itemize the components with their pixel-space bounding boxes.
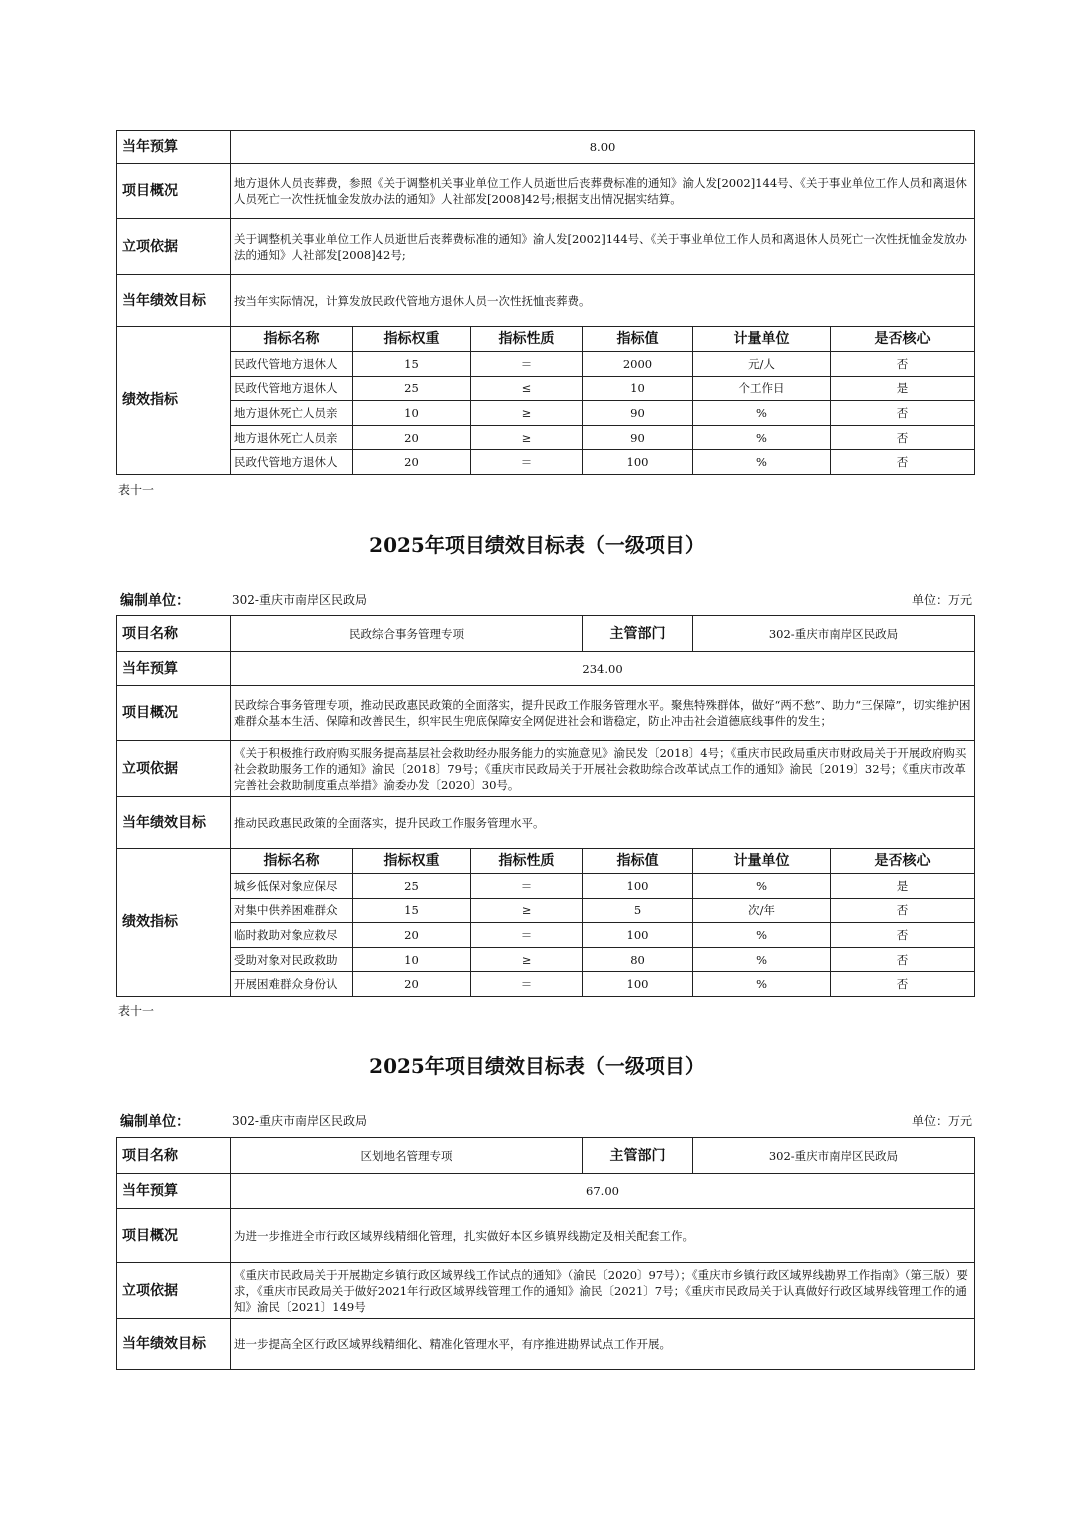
unit-line bbox=[120, 1111, 972, 1131]
metric-row bbox=[117, 947, 975, 972]
metric-cell: 15 bbox=[353, 898, 471, 923]
budget-row bbox=[117, 131, 975, 164]
metric-cell: 否 bbox=[831, 352, 975, 377]
goal-value: 按当年实际情况，计算发放民政代管地方退休人员一次性抚恤丧葬费。 bbox=[231, 275, 975, 327]
metrics-header-row bbox=[117, 849, 975, 874]
metric-cell: ≥ bbox=[471, 947, 583, 972]
metric-header: 指标值 bbox=[583, 849, 693, 874]
metric-cell: 次/年 bbox=[693, 898, 831, 923]
metric-cell: 民政代管地方退休人 bbox=[231, 352, 353, 377]
metric-cell: % bbox=[693, 947, 831, 972]
metric-row bbox=[117, 972, 975, 997]
metric-cell: ＝ bbox=[471, 972, 583, 997]
metric-cell: ≥ bbox=[471, 401, 583, 426]
metric-cell: 否 bbox=[831, 923, 975, 948]
overview-label: 项目概况 bbox=[117, 686, 231, 741]
metric-cell: 20 bbox=[353, 425, 471, 450]
goal-row bbox=[117, 1319, 975, 1370]
metric-cell: 地方退休死亡人员亲 bbox=[231, 425, 353, 450]
basis-row bbox=[117, 219, 975, 275]
basis-value: 《重庆市民政局关于开展勘定乡镇行政区域界线工作试点的通知》（渝民〔2020〕97号）；《重庆市乡镇行政区域界线勘界工作指南》（第三版）要求，《重庆市民政局关于做好2021年行政区域界线管理工作的通知》渝民〔2021〕7号；《重庆市民政局关于认真做好行政区域界线管理工作的通知》渝民〔2021〕149号 bbox=[231, 1263, 975, 1319]
metric-row bbox=[117, 450, 975, 475]
metric-cell: 80 bbox=[583, 947, 693, 972]
metric-cell: 否 bbox=[831, 425, 975, 450]
unit-org: 302-重庆市南岸区民政局 bbox=[232, 1114, 367, 1128]
unit-line bbox=[120, 590, 972, 610]
metric-header: 指标性质 bbox=[471, 327, 583, 352]
metric-cell: 城乡低保对象应保尽 bbox=[231, 874, 353, 899]
metrics-header-row bbox=[117, 327, 975, 352]
metric-row bbox=[117, 874, 975, 899]
metric-header: 指标名称 bbox=[231, 849, 353, 874]
budget-label: 当年预算 bbox=[117, 1174, 231, 1209]
metric-header: 指标值 bbox=[583, 327, 693, 352]
basis-row bbox=[117, 741, 975, 797]
overview-value: 民政综合事务管理专项，推动民政惠民政策的全面落实，提升民政工作服务管理水平。聚焦特殊群体，做好“两不愁”、助力“三保障”，切实维护困难群众基本生活、保障和改善民生，织牢民生兜底保障安全网促进社会和谐稳定，防止冲击社会道德底线事件的发生； bbox=[231, 686, 975, 741]
metric-header: 是否核心 bbox=[831, 327, 975, 352]
metric-cell: 地方退休死亡人员亲 bbox=[231, 401, 353, 426]
performance-table bbox=[116, 130, 975, 475]
metric-cell: ＝ bbox=[471, 352, 583, 377]
overview-row bbox=[117, 686, 975, 741]
metric-cell: 100 bbox=[583, 923, 693, 948]
unit-label: 编制单位： bbox=[120, 1114, 190, 1130]
goal-row bbox=[117, 275, 975, 327]
project-name-value: 区划地名管理专项 bbox=[231, 1138, 583, 1174]
metric-row bbox=[117, 425, 975, 450]
dept-value: 302-重庆市南岸区民政局 bbox=[693, 1138, 975, 1174]
budget-label: 当年预算 bbox=[117, 652, 231, 686]
budget-value: 234.00 bbox=[231, 652, 975, 686]
metric-cell: 民政代管地方退休人 bbox=[231, 450, 353, 475]
metric-cell: 5 bbox=[583, 898, 693, 923]
metric-cell: 10 bbox=[353, 401, 471, 426]
metric-header: 是否核心 bbox=[831, 849, 975, 874]
performance-table bbox=[116, 1137, 975, 1370]
overview-label: 项目概况 bbox=[117, 1209, 231, 1263]
goal-value: 推动民政惠民政策的全面落实，提升民政工作服务管理水平。 bbox=[231, 797, 975, 849]
performance-table bbox=[116, 615, 975, 997]
metric-cell: 90 bbox=[583, 401, 693, 426]
metric-row bbox=[117, 898, 975, 923]
metric-cell: % bbox=[693, 972, 831, 997]
budget-label: 当年预算 bbox=[117, 131, 231, 164]
metric-cell: 100 bbox=[583, 972, 693, 997]
metric-cell: 10 bbox=[353, 947, 471, 972]
metric-cell: 否 bbox=[831, 947, 975, 972]
goal-row bbox=[117, 797, 975, 849]
metric-cell: % bbox=[693, 425, 831, 450]
metric-cell: 否 bbox=[831, 972, 975, 997]
metric-cell: 是 bbox=[831, 874, 975, 899]
budget-row bbox=[117, 1174, 975, 1209]
project-name-label: 项目名称 bbox=[117, 616, 231, 652]
overview-row bbox=[117, 164, 975, 219]
project-name-row bbox=[117, 616, 975, 652]
budget-value: 8.00 bbox=[231, 131, 975, 164]
unit-label: 编制单位： bbox=[120, 593, 190, 609]
metric-cell: 25 bbox=[353, 376, 471, 401]
metric-cell: 2000 bbox=[583, 352, 693, 377]
metric-row bbox=[117, 376, 975, 401]
metric-cell: 元/人 bbox=[693, 352, 831, 377]
metric-cell: ＝ bbox=[471, 450, 583, 475]
metric-cell: ≥ bbox=[471, 425, 583, 450]
metric-cell: 10 bbox=[583, 376, 693, 401]
metric-cell: % bbox=[693, 874, 831, 899]
goal-label: 当年绩效目标 bbox=[117, 797, 231, 849]
metric-cell: 临时救助对象应救尽 bbox=[231, 923, 353, 948]
metric-header: 指标权重 bbox=[353, 849, 471, 874]
metric-cell: 15 bbox=[353, 352, 471, 377]
metric-cell: 100 bbox=[583, 450, 693, 475]
metric-cell: 开展困难群众身份认 bbox=[231, 972, 353, 997]
metric-cell: 100 bbox=[583, 874, 693, 899]
goal-label: 当年绩效目标 bbox=[117, 275, 231, 327]
metric-cell: 90 bbox=[583, 425, 693, 450]
currency-unit: 单位：万元 bbox=[911, 1114, 972, 1128]
metric-header: 指标名称 bbox=[231, 327, 353, 352]
metric-cell: 否 bbox=[831, 898, 975, 923]
metric-cell: 20 bbox=[353, 450, 471, 475]
basis-value: 关于调整机关事业单位工作人员逝世后丧葬费标准的通知》渝人发[2002]144号、《关于事业单位工作人员和离退休人员死亡一次性抚恤金发放办法的通知》人社部发[2008]42号; bbox=[231, 219, 975, 275]
basis-value: 《关于积极推行政府购买服务提高基层社会救助经办服务能力的实施意见》渝民发〔2018〕4号；《重庆市民政局重庆市财政局关于开展政府购买社会救助服务工作的通知》渝民〔2018〕79号；《重庆市民政局关于开展社会救助综合改革试点工作的通知》渝民〔2019〕32号；《重庆市改革完善社会救助制度重点举措》渝委办发〔2020〕30号。 bbox=[231, 741, 975, 797]
metric-cell: 否 bbox=[831, 450, 975, 475]
dept-value: 302-重庆市南岸区民政局 bbox=[693, 616, 975, 652]
metric-cell: % bbox=[693, 923, 831, 948]
metric-row bbox=[117, 401, 975, 426]
table-title: 2025年项目绩效目标表（一级项目） bbox=[369, 1054, 705, 1078]
metric-cell: ＝ bbox=[471, 874, 583, 899]
table-footer-note: 表十一 bbox=[118, 483, 155, 497]
metric-cell: ≥ bbox=[471, 898, 583, 923]
basis-label: 立项依据 bbox=[117, 741, 231, 797]
metric-cell: % bbox=[693, 401, 831, 426]
metric-cell: 25 bbox=[353, 874, 471, 899]
dept-label: 主管部门 bbox=[583, 616, 693, 652]
metric-cell: 个工作日 bbox=[693, 376, 831, 401]
metric-cell: 否 bbox=[831, 401, 975, 426]
metric-cell: % bbox=[693, 450, 831, 475]
metric-cell: 是 bbox=[831, 376, 975, 401]
table-footer-note: 表十一 bbox=[118, 1004, 155, 1018]
basis-label: 立项依据 bbox=[117, 219, 231, 275]
metric-cell: 受助对象对民政救助 bbox=[231, 947, 353, 972]
metric-header: 指标权重 bbox=[353, 327, 471, 352]
project-name-row bbox=[117, 1138, 975, 1174]
project-name-label: 项目名称 bbox=[117, 1138, 231, 1174]
table-title: 2025年项目绩效目标表（一级项目） bbox=[369, 533, 705, 557]
project-name-value: 民政综合事务管理专项 bbox=[231, 616, 583, 652]
metric-cell: 20 bbox=[353, 923, 471, 948]
metric-header: 指标性质 bbox=[471, 849, 583, 874]
metric-cell: 对集中供养困难群众 bbox=[231, 898, 353, 923]
metric-row bbox=[117, 352, 975, 377]
currency-unit: 单位：万元 bbox=[911, 593, 972, 607]
metrics-label: 绩效指标 bbox=[117, 327, 231, 475]
unit-org: 302-重庆市南岸区民政局 bbox=[232, 593, 367, 607]
metric-cell: 20 bbox=[353, 972, 471, 997]
goal-label: 当年绩效目标 bbox=[117, 1319, 231, 1370]
metric-cell: ＝ bbox=[471, 923, 583, 948]
metric-cell: ≤ bbox=[471, 376, 583, 401]
budget-row bbox=[117, 652, 975, 686]
metric-cell: 民政代管地方退休人 bbox=[231, 376, 353, 401]
overview-row bbox=[117, 1209, 975, 1263]
overview-value: 为进一步推进全市行政区域界线精细化管理，扎实做好本区乡镇界线勘定及相关配套工作。 bbox=[231, 1209, 975, 1263]
overview-value: 地方退休人员丧葬费，参照《关于调整机关事业单位工作人员逝世后丧葬费标准的通知》渝人发[2002]144号、《关于事业单位工作人员和离退休人员死亡一次性抚恤金发放办法的通知》人社部发[2008]42号;根据支出情况据实结算。 bbox=[231, 164, 975, 219]
overview-label: 项目概况 bbox=[117, 164, 231, 219]
metric-header: 计量单位 bbox=[693, 327, 831, 352]
dept-label: 主管部门 bbox=[583, 1138, 693, 1174]
metrics-label: 绩效指标 bbox=[117, 849, 231, 997]
metric-header: 计量单位 bbox=[693, 849, 831, 874]
budget-value: 67.00 bbox=[231, 1174, 975, 1209]
metric-row bbox=[117, 923, 975, 948]
goal-value: 进一步提高全区行政区域界线精细化、精准化管理水平，有序推进勘界试点工作开展。 bbox=[231, 1319, 975, 1370]
basis-row bbox=[117, 1263, 975, 1319]
basis-label: 立项依据 bbox=[117, 1263, 231, 1319]
